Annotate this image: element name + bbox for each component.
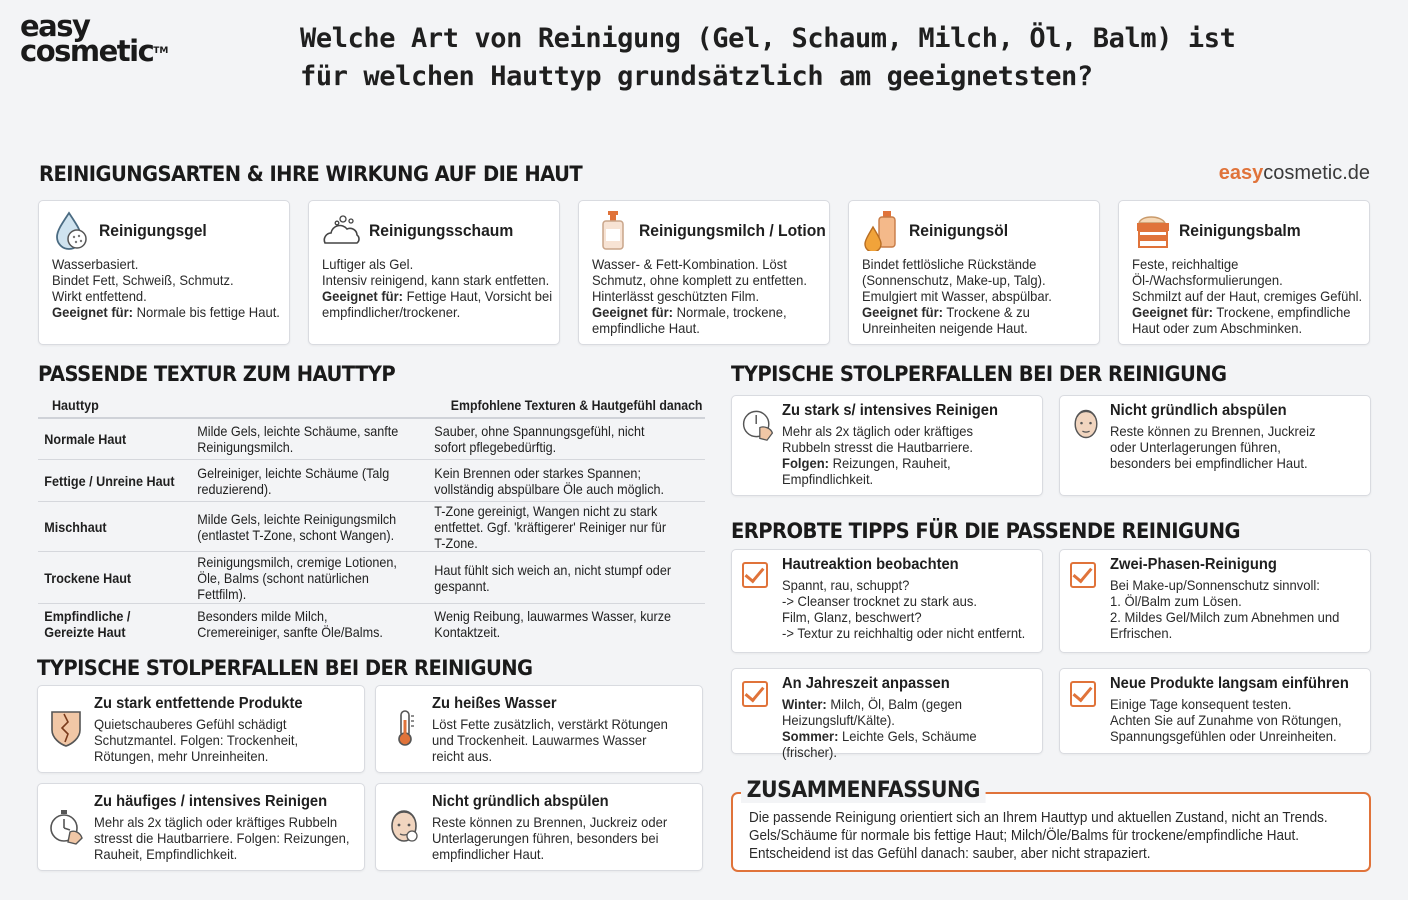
tip-title: Zwei-Phasen-Reinigung (1110, 556, 1277, 573)
type-card-line: Bindet Fett, Schweiß, Schmutz. (52, 272, 234, 288)
brand-url (1219, 162, 1370, 185)
tips-section-title: ERPROBTE TIPPS FÜR DIE PASSENDE REINIGUNG (731, 519, 1241, 543)
tip-card (1059, 668, 1371, 754)
tip-line: Achten Sie auf Zunahme von Rötungen, Spannungsgefühlen oder Unreinheiten. (1110, 712, 1342, 744)
type-card-title: Reinigungsöl (909, 221, 1009, 240)
pitfall-card (1059, 395, 1371, 496)
type-card-body (592, 256, 826, 336)
pitfall-card (375, 783, 703, 871)
header-recommended: Empfohlene Texturen & Hautgefühl danach (450, 397, 703, 413)
type-card-oil (848, 200, 1100, 345)
tip-line: -> Cleanser trocknet zu stark aus. (782, 593, 978, 609)
table-row (38, 604, 705, 644)
type-card-foam (308, 200, 560, 345)
cracked-skin-icon (46, 708, 86, 748)
pitfall-title: Zu stark s/ intensives Reinigen (782, 402, 998, 419)
suitable-text: Normale, trockene, empfindliche Haut. (592, 304, 787, 336)
type-card-title: Reinigungsschaum (369, 221, 514, 240)
type-card-line: Feste, reichhaltige Öl-/Wachsformulierungen. (1132, 256, 1283, 288)
table-row (38, 502, 705, 552)
table-row (38, 419, 705, 460)
tip-summer (782, 728, 1033, 760)
logo-line-1: easy (20, 9, 90, 43)
suitable-text: Trockene, empfindliche Haut oder zum Abschminken. (1132, 304, 1351, 336)
tip-card (731, 668, 1043, 760)
balm-jar-icon (1131, 209, 1171, 251)
row-skin-type: Normale Haut (44, 431, 127, 447)
tip-line: 2. Mildes Gel/Milch zum Abnehmen und Erfrischen. (1110, 609, 1340, 641)
pitfall-text: Löst Fette zusätzlich, verstärkt Rötungen und Trockenheit. Lauwarmes Wasser reicht aus. (432, 716, 668, 764)
checkbox-icon (1070, 681, 1096, 707)
type-card-title: Reinigungsgel (99, 221, 207, 240)
type-card-title: Reinigungsmilch / Lotion (639, 221, 826, 240)
summer-text: Leichte Gels, Schäume (frischer). (782, 728, 977, 760)
type-card-line: Luftiger als Gel. (322, 256, 414, 272)
checkbox-icon (742, 681, 768, 707)
pitfalls-left-title: TYPISCHE STOLPERFALLEN BEI DER REINIGUNG (37, 656, 533, 680)
row-texture: Reinigungsmilch, cremige Lotionen, Öle, Balms (schont natürlichen Fettfilm). (197, 553, 397, 602)
logo-word: cosmetic (20, 34, 154, 68)
table-row (38, 460, 705, 502)
summary-title: ZUSAMMENFASSUNG (741, 778, 986, 803)
table-row (38, 552, 705, 604)
pitfall-title: Nicht gründlich abspülen (1110, 402, 1287, 419)
type-card-line: Intensiv reinigend, kann stark entfetten. (322, 272, 550, 288)
tip-title: Hautreaktion beobachten (782, 556, 959, 573)
pitfall-text: Reste können zu Brennen, Juckreiz oder Unterlagerungen führen, besonders bei empfindlicher Haut. (432, 814, 668, 862)
summary-line: Gels/Schäume für normale bis fettige Haut; Milch/Öle/Balms für trockene/empfindliche Haut. (749, 827, 1299, 844)
pitfall-consequences (782, 455, 1015, 487)
type-card-line: Bindet fettlösliche Rückstände (Sonnenschutz, Make-up, Talg). Emulgiert mit Wasser, abspülbar. (862, 256, 1052, 304)
tip-text (1110, 696, 1361, 744)
texture-table-header (38, 393, 705, 419)
pitfall-text-main: Mehr als 2x täglich oder kräftiges Rubbeln stresst die Hautbarriere. (782, 423, 974, 455)
type-card-suitable (1132, 304, 1366, 336)
brand-url-part-b: cosmetic.de (1263, 162, 1370, 184)
type-card-line: Wasserbasiert. (52, 256, 139, 272)
summary-text (749, 809, 1343, 863)
summary-line: Die passende Reinigung orientiert sich an Ihrem Hauttyp und aktuellen Zustand, nicht an Trends. (749, 809, 1328, 826)
type-card-line: Schmilzt auf der Haut, cremiges Gefühl. (1132, 288, 1363, 304)
type-card-body (322, 256, 556, 320)
type-card-suitable (322, 288, 556, 320)
row-texture: Milde Gels, leichte Schäume, sanfte Reinigungsmilch. (197, 423, 399, 455)
type-card-line: Wasser- & Fett-Kombination. Löst Schmutz, ohne komplett zu entfetten. Hinterlässt geschützten Film. (592, 256, 807, 304)
tip-card (731, 549, 1043, 653)
row-texture: Besonders milde Milch, Cremereiniger, sanfte Öle/Balms. (197, 608, 383, 640)
pitfall-text: Quietschauberes Gefühl schädigt Schutzmantel. Folgen: Trockenheit, Rötungen, mehr Unreinheiten. (94, 716, 299, 764)
logo-trademark: TM (153, 46, 169, 56)
consequences-label: Folgen: (782, 455, 830, 471)
type-card-title: Reinigungsbalm (1179, 221, 1301, 240)
type-card-suitable (592, 304, 826, 336)
summary-line: Entscheidend ist das Gefühl danach: sauber, aber nicht strapaziert. (749, 845, 1151, 862)
pitfall-title: Zu häufiges / intensives Reinigen (94, 793, 328, 810)
brand-logo (20, 9, 180, 68)
oil-bottle-icon (861, 209, 901, 251)
row-skin-type: Empfindliche / Gereizte Haut (44, 608, 131, 640)
water-drop-icon (51, 209, 91, 251)
face-residue-icon (384, 806, 424, 846)
type-card-body (1132, 256, 1366, 336)
type-card-body (862, 256, 1096, 336)
pitfall-title: Zu heißes Wasser (432, 695, 557, 712)
tip-card (1059, 549, 1371, 653)
type-card-milk (578, 200, 830, 345)
tip-line: Spannt, rau, schuppt? (782, 577, 910, 593)
texture-section-title: PASSENDE TEXTUR ZUM HAUTTYP (38, 362, 396, 386)
row-texture: Gelreiniger, leichte Schäume (Talg reduzierend). (197, 464, 390, 497)
tip-text (782, 577, 1044, 641)
row-skin-type: Mischhaut (44, 518, 107, 535)
pitfall-title: Zu stark entfettende Produkte (94, 695, 303, 712)
tip-title: An Jahreszeit anpassen (782, 675, 950, 692)
type-card-suitable (52, 304, 286, 320)
checkbox-icon (742, 562, 768, 588)
timer-hand-icon (740, 406, 776, 442)
tip-text (1110, 577, 1354, 641)
thermometer-icon (384, 708, 424, 748)
page-title-line-2: für welchen Hauttyp grundsätzlich am geeignetsten? (300, 61, 1093, 92)
timer-hand-icon (46, 806, 86, 846)
winter-label: Winter: (782, 696, 827, 712)
suitable-label: Geeignet für: (322, 288, 404, 304)
types-section-title: REINIGUNGSARTEN & IHRE WIRKUNG AUF DIE HAUT (39, 162, 583, 186)
row-feel: T-Zone gereinigt, Wangen nicht zu stark entfettet. Ggf. 'kräftigerer' Reiniger nur für T-Zone. (434, 502, 667, 551)
row-skin-type: Fettige / Unreine Haut (44, 472, 175, 489)
suitable-label: Geeignet für: (1132, 304, 1214, 320)
pitfall-text: Reste können zu Brennen, Juckreiz oder Unterlagerungen führen, besonders bei empfindlicher Haut. (1110, 423, 1316, 471)
tip-line: Einige Tage konsequent testen. (1110, 696, 1292, 712)
summary-box (731, 792, 1371, 872)
type-card-body (52, 256, 286, 320)
checkbox-icon (1070, 562, 1096, 588)
brand-url-part-a: easy (1218, 162, 1264, 184)
type-card-suitable (862, 304, 1096, 336)
suitable-text: Fettige Haut, Vorsicht bei empfindlicher/trockener. (322, 288, 553, 320)
row-feel: Haut fühlt sich weich an, nicht stumpf oder gespannt. (434, 561, 672, 594)
suitable-label: Geeignet für: (592, 304, 674, 320)
pitfall-card (731, 395, 1043, 496)
row-skin-type: Trockene Haut (44, 569, 132, 586)
header-skin-type: Hauttyp (51, 397, 99, 413)
pitfall-card (375, 685, 703, 773)
suitable-label: Geeignet für: (52, 304, 134, 320)
pump-bottle-icon (591, 209, 631, 251)
tip-winter (782, 696, 1033, 728)
row-feel: Kein Brennen oder starkes Spannen; vollständig abspülbare Öle auch möglich. (434, 464, 665, 497)
row-feel: Sauber, ohne Spannungsgefühl, nicht sofort pflegebedürftig. (434, 423, 645, 455)
face-residue-icon (1068, 406, 1104, 442)
summer-label: Sommer: (782, 728, 839, 744)
row-feel: Wenig Reibung, lauwarmes Wasser, kurze Kontaktzeit. (434, 608, 671, 640)
tip-line: Film, Glanz, beschwert? (782, 609, 922, 625)
type-card-line: Wirkt entfettend. (52, 288, 147, 304)
winter-text: Milch, Öl, Balm (gegen Heizungsluft/Kälte). (782, 696, 963, 728)
tip-text (782, 696, 1033, 760)
tip-line: 1. Öl/Balm zum Lösen. (1110, 593, 1242, 609)
pitfall-card (37, 685, 365, 773)
suitable-text: Trockene & zu Unreinheiten neigende Haut. (862, 304, 1030, 336)
type-card-gel (38, 200, 290, 345)
tip-line: -> Textur zu reichhaltig oder nicht entfernt. (782, 625, 1026, 641)
texture-table (38, 393, 705, 644)
suitable-label: Geeignet für: (862, 304, 944, 320)
type-card-balm (1118, 200, 1370, 345)
pitfall-title: Nicht gründlich abspülen (432, 793, 609, 810)
pitfall-text: Mehr als 2x täglich oder kräftiges Rubbeln stresst die Hautbarriere. Folgen: Reizungen, Rauheit, Empfindlichkeit. (94, 814, 350, 862)
foam-bubbles-icon (321, 209, 361, 251)
row-texture: Milde Gels, leichte Reinigungsmilch (entlastet T-Zone, schont Wangen). (197, 510, 397, 543)
pitfalls-right-title: TYPISCHE STOLPERFALLEN BEI DER REINIGUNG (731, 362, 1227, 386)
pitfall-card (37, 783, 365, 871)
page-title-line-1: Welche Art von Reinigung (Gel, Schaum, Milch, Öl, Balm) ist (300, 23, 1236, 54)
pitfall-text (782, 423, 1015, 487)
consequences-text: Reizungen, Rauheit, Empfindlichkeit. (782, 455, 951, 487)
logo-line-2 (20, 34, 180, 68)
page-title (300, 20, 1300, 96)
tip-line: Bei Make-up/Sonnenschutz sinnvoll: (1110, 577, 1320, 593)
suitable-text: Normale bis fettige Haut. (133, 304, 280, 320)
tip-title: Neue Produkte langsam einführen (1110, 675, 1349, 692)
